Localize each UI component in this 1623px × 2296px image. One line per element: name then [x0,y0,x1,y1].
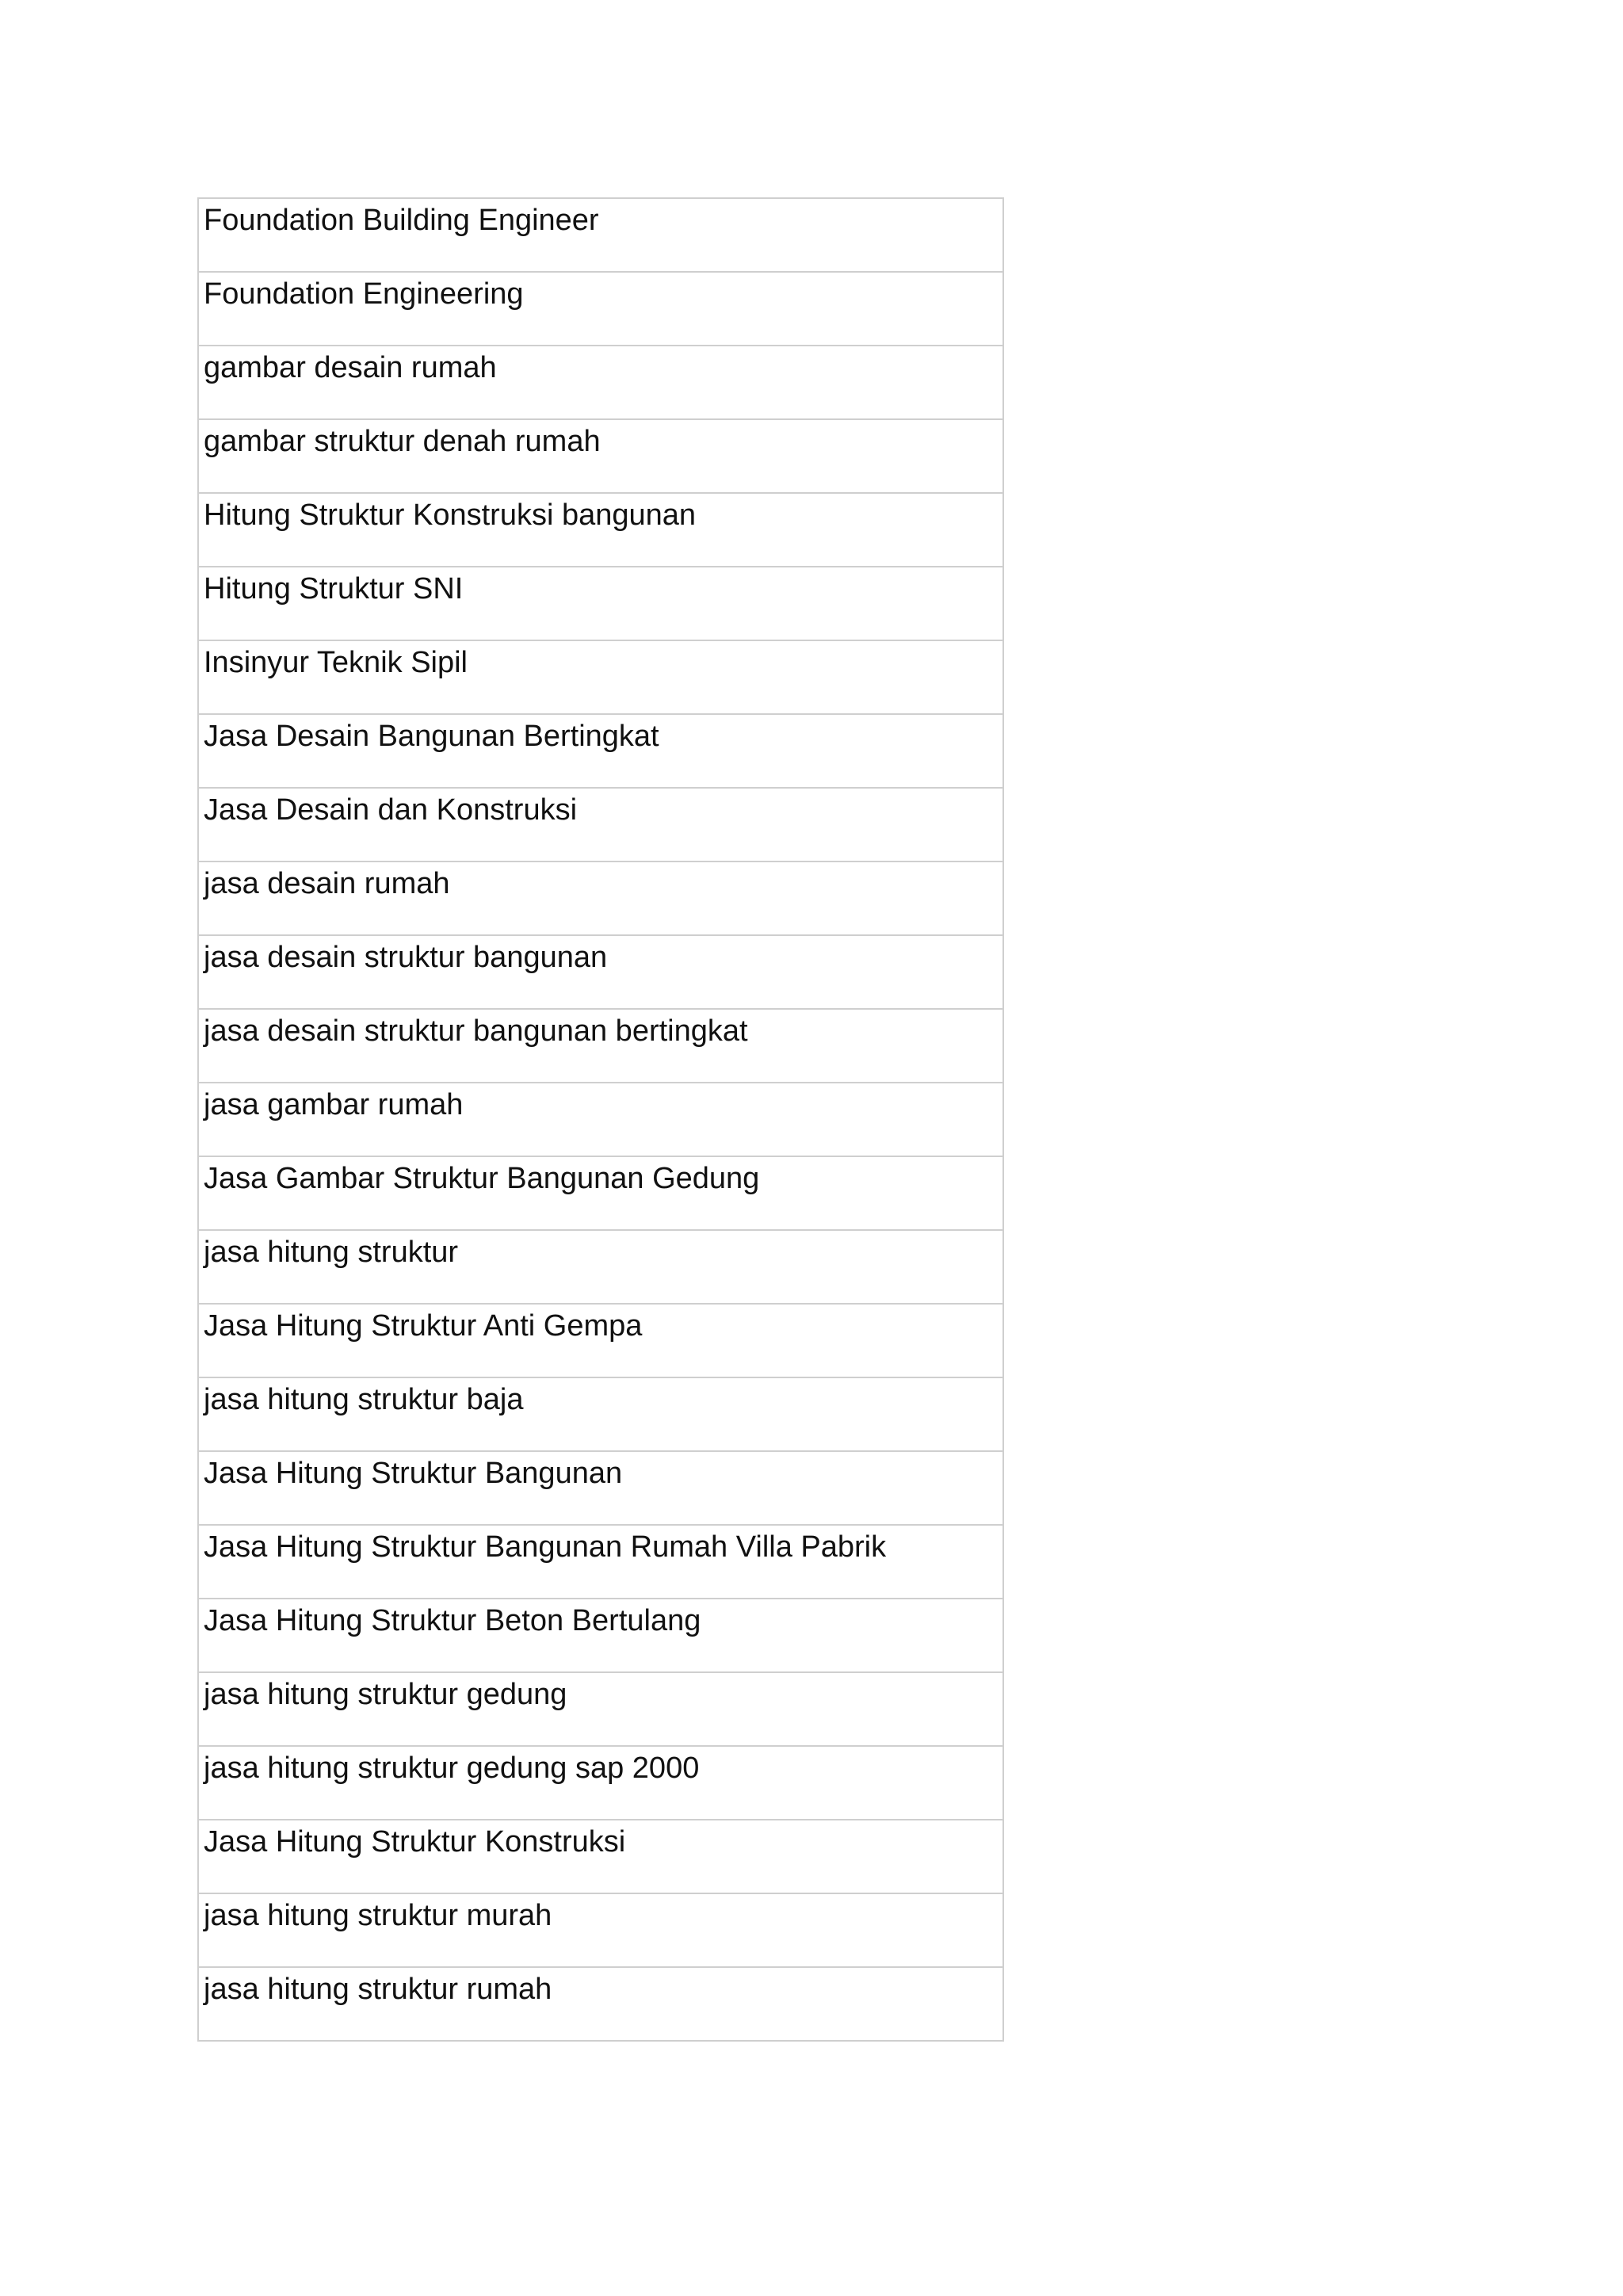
table-cell: Foundation Building Engineer [198,198,1003,272]
table-row [198,346,1003,419]
table-cell: jasa desain struktur bangunan bertingkat [198,1009,1003,1083]
table-row [198,935,1003,1009]
table-row [198,1009,1003,1083]
table-row [198,640,1003,714]
table-cell: Jasa Hitung Struktur Beton Bertulang [198,1599,1003,1672]
keyword-table-body [198,198,1003,2041]
table-cell: jasa desain rumah [198,861,1003,935]
table-cell: Jasa Gambar Struktur Bangunan Gedung [198,1156,1003,1230]
table-row [198,1967,1003,2041]
table-row [198,419,1003,493]
table-row [198,1377,1003,1451]
table-cell: gambar desain rumah [198,346,1003,419]
keyword-table [197,197,1004,2042]
table-row [198,1525,1003,1599]
table-cell: Jasa Hitung Struktur Bangunan Rumah Villa Pabrik [198,1525,1003,1599]
table-row [198,1820,1003,1893]
table-cell: jasa hitung struktur gedung sap 2000 [198,1746,1003,1820]
table-cell: Jasa Desain dan Konstruksi [198,788,1003,861]
table-row [198,493,1003,567]
table-cell: Hitung Struktur Konstruksi bangunan [198,493,1003,567]
table-cell: jasa hitung struktur gedung [198,1672,1003,1746]
table-row [198,714,1003,788]
table-row [198,1083,1003,1156]
table-row [198,1156,1003,1230]
table-cell: Foundation Engineering [198,272,1003,346]
table-row [198,198,1003,272]
table-cell: jasa hitung struktur [198,1230,1003,1304]
table-cell: jasa hitung struktur rumah [198,1967,1003,2041]
table-row [198,1893,1003,1967]
table-row [198,1451,1003,1525]
table-cell: Jasa Hitung Struktur Bangunan [198,1451,1003,1525]
table-cell: Jasa Desain Bangunan Bertingkat [198,714,1003,788]
table-cell: Jasa Hitung Struktur Anti Gempa [198,1304,1003,1377]
table-row [198,1599,1003,1672]
table-row [198,272,1003,346]
table-cell: jasa gambar rumah [198,1083,1003,1156]
table-cell: Insinyur Teknik Sipil [198,640,1003,714]
table-row [198,567,1003,640]
table-cell: jasa hitung struktur baja [198,1377,1003,1451]
table-row [198,1230,1003,1304]
table-cell: jasa desain struktur bangunan [198,935,1003,1009]
table-cell: gambar struktur denah rumah [198,419,1003,493]
table-cell: Jasa Hitung Struktur Konstruksi [198,1820,1003,1893]
table-row [198,1672,1003,1746]
table-row [198,788,1003,861]
table-row [198,1304,1003,1377]
table-row [198,861,1003,935]
table-cell: jasa hitung struktur murah [198,1893,1003,1967]
table-row [198,1746,1003,1820]
table-cell: Hitung Struktur SNI [198,567,1003,640]
